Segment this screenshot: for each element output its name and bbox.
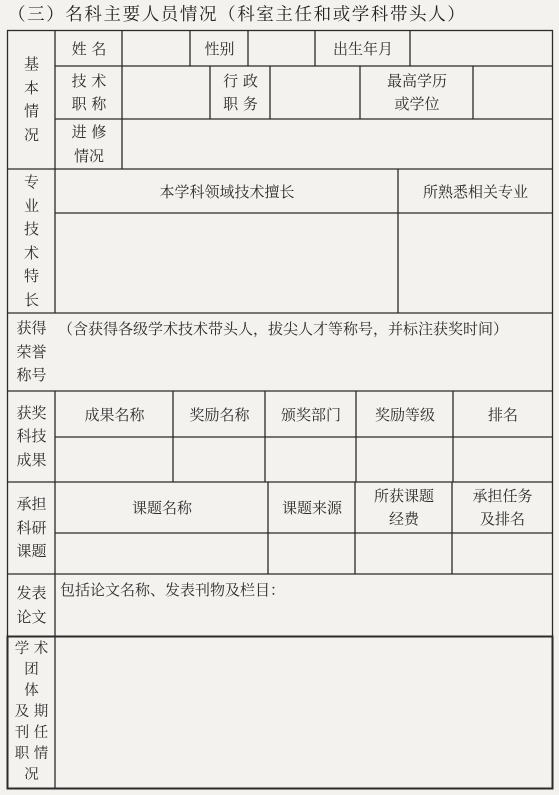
admin-title-line: 行 政	[223, 71, 258, 90]
expertise-char: 特	[23, 267, 39, 285]
section-title: （三）名科主要人员情况（科室主任和或学科带头人）	[8, 5, 467, 25]
awards-section-label	[8, 392, 55, 482]
gender-label: 性别	[204, 39, 235, 58]
result-name-header: 成果名称	[84, 405, 145, 424]
research-line: 科研	[16, 518, 47, 537]
result-name-field[interactable]	[56, 438, 173, 482]
role-line: 承担任务	[472, 486, 533, 505]
tech-title-field[interactable]	[123, 67, 210, 119]
training-line: 情况	[73, 146, 104, 165]
role-header	[453, 483, 552, 533]
society-char: 团	[24, 662, 39, 678]
basic-info-char: 况	[23, 125, 39, 144]
funding-field[interactable]	[356, 534, 452, 574]
papers-note[interactable]: 包括论文名称、发表刊物及栏目：	[60, 581, 286, 599]
related-specialty-header: 所熟悉相关专业	[422, 182, 528, 201]
honor-line: 称号	[16, 366, 47, 385]
research-line: 课题	[16, 542, 47, 561]
society-section-label	[8, 637, 55, 788]
education-line: 或学位	[394, 95, 440, 113]
society-char: 况	[24, 767, 39, 783]
basic-info-char: 基	[23, 55, 39, 73]
papers-section-label	[8, 575, 55, 636]
expertise-char: 术	[23, 243, 39, 262]
topic-source-header: 课题来源	[281, 499, 342, 517]
topic-field[interactable]	[56, 534, 268, 574]
birth-field[interactable]	[411, 31, 552, 66]
tech-title-label	[56, 67, 122, 119]
society-char: 职 情	[14, 746, 49, 762]
rank-header: 排名	[487, 405, 518, 424]
society-char: 及 期	[14, 704, 49, 720]
training-line: 进 修	[71, 123, 107, 141]
funding-line: 经费	[388, 510, 419, 528]
tech-title-line: 技 术	[71, 71, 107, 90]
award-level-header: 奖励等级	[374, 405, 435, 424]
topic-source-field[interactable]	[269, 534, 355, 574]
honor-line: 获得	[16, 319, 47, 338]
expertise-char: 长	[23, 290, 39, 309]
awards-line: 获奖	[16, 403, 47, 422]
admin-title-line: 职 务	[223, 95, 258, 113]
tech-title-line: 职 称	[71, 95, 107, 113]
society-field[interactable]	[56, 638, 552, 788]
training-field[interactable]	[123, 120, 552, 169]
rank-field[interactable]	[454, 438, 552, 482]
basic-info-section-label	[8, 31, 55, 169]
field-expertise-header: 本学科领域技术擅长	[159, 182, 295, 201]
name-field[interactable]	[123, 31, 190, 66]
society-char: 体	[24, 683, 39, 699]
field-expertise-field[interactable]	[56, 214, 398, 313]
papers-line: 论文	[16, 607, 47, 626]
issuer-field[interactable]	[266, 438, 356, 482]
admin-title-label	[211, 67, 270, 119]
papers-line: 发表	[16, 584, 47, 602]
expertise-char: 业	[23, 196, 39, 215]
issuer-header: 颁奖部门	[280, 405, 341, 424]
expertise-section-label	[8, 170, 55, 313]
birth-label: 出生年月	[332, 39, 393, 58]
admin-title-field[interactable]	[271, 67, 360, 119]
research-line: 承担	[16, 495, 47, 514]
honor-note[interactable]: （含获得各级学术技术带头人，拔尖人才等称号，并标注获奖时间）	[58, 320, 509, 338]
training-label	[56, 120, 122, 169]
education-field[interactable]	[474, 67, 552, 119]
awards-line: 成果	[16, 450, 47, 469]
basic-info-char: 情	[23, 102, 39, 120]
award-name-header: 奖励名称	[189, 405, 250, 424]
award-level-field[interactable]	[357, 438, 453, 482]
related-specialty-field[interactable]	[399, 214, 552, 313]
honor-line: 荣誉	[16, 342, 47, 361]
gender-field[interactable]	[249, 31, 315, 66]
expertise-char: 技	[23, 220, 39, 238]
name-label: 姓 名	[71, 39, 107, 58]
education-line: 最高学历	[386, 71, 447, 90]
expertise-char: 专	[23, 173, 39, 191]
basic-info-char: 本	[23, 78, 39, 97]
role-field[interactable]	[453, 534, 552, 574]
society-char: 刊 任	[14, 725, 49, 741]
funding-line: 所获课题	[373, 486, 434, 505]
role-line: 及排名	[479, 510, 525, 528]
funding-header	[356, 483, 452, 533]
awards-line: 科技	[16, 427, 47, 446]
research-section-label	[8, 483, 55, 574]
honor-section-label	[8, 314, 55, 391]
society-char: 学 术	[14, 641, 49, 657]
award-name-field[interactable]	[174, 438, 265, 482]
topic-header: 课题名称	[131, 499, 192, 517]
education-label	[361, 67, 473, 119]
